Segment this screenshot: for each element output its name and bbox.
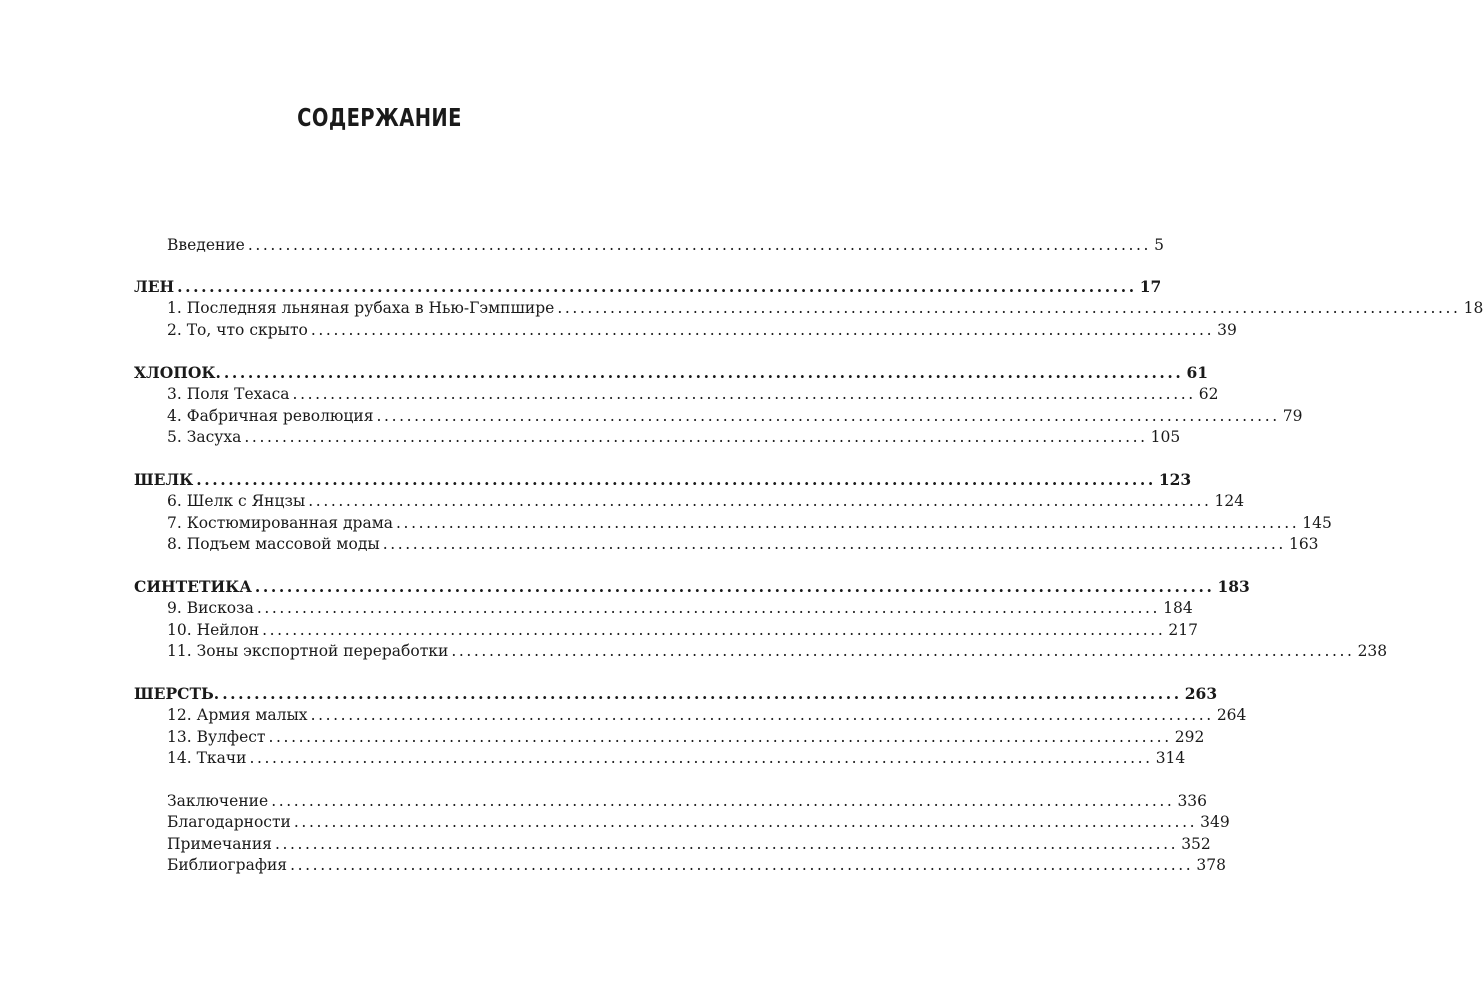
toc-entry-label: СИНТЕТИКА — [134, 577, 252, 596]
toc-entry-label: 8. Подъем массовой моды — [167, 534, 380, 553]
toc-page-number: 314 — [1155, 748, 1186, 767]
toc-entry-label: 2. То, что скрыто — [167, 320, 308, 339]
toc-page-number: 238 — [1357, 641, 1388, 660]
toc-page-number: 79 — [1282, 406, 1303, 425]
toc-entry — [167, 533, 1319, 555]
toc-part-entry — [134, 683, 1218, 705]
toc-entry — [167, 405, 1303, 427]
toc-page-number: 349 — [1200, 813, 1230, 832]
toc-dot-leader: ........................................................................................................................ — [256, 599, 1161, 618]
toc-entry-label: Примечания — [167, 834, 272, 853]
toc-page-number: 217 — [1168, 620, 1198, 639]
toc-dot-leader: ........................................................................................................................ — [292, 385, 1196, 404]
toc-entry-label: 4. Фабричная революция — [167, 406, 374, 425]
toc-dot-leader: ........................................................................................................................ — [262, 620, 1166, 639]
toc-entry — [167, 747, 1186, 769]
toc-dot-leader: ........................................................................................................................ — [382, 534, 1286, 553]
toc-entry — [167, 726, 1205, 748]
toc-dot-leader: ........................................................................................................................ — [376, 406, 1280, 425]
toc-dot-leader: ........................................................................................................................ — [310, 320, 1215, 339]
toc-page-number: 264 — [1216, 706, 1247, 725]
toc-page-number: 163 — [1288, 534, 1319, 553]
toc-entry — [167, 790, 1208, 812]
toc-entry-label: 3. Поля Техаса — [167, 385, 290, 404]
toc-entry — [167, 319, 1237, 341]
toc-dot-leader: ........................................................................................................................ — [310, 706, 1214, 725]
toc-entry-label: Благодарности — [167, 813, 291, 832]
toc-entry-label: 13. Вулфест — [167, 727, 266, 746]
toc-entry — [167, 297, 1483, 319]
toc-part-entry — [134, 469, 1192, 491]
toc-entry — [167, 426, 1181, 448]
toc-dot-leader: ........................................................................................................................ — [249, 748, 1153, 767]
page-title: СОДЕРЖАНИЕ — [297, 103, 462, 132]
toc-page-number: 145 — [1302, 513, 1332, 532]
toc-entry — [167, 490, 1245, 512]
toc-entry-label: ХЛОПОК. — [134, 363, 221, 382]
toc-entry-label: 12. Армия малых — [167, 706, 308, 725]
toc-entry-label: Библиография — [167, 855, 288, 874]
toc-entry — [167, 640, 1388, 662]
toc-page-number: 17 — [1139, 277, 1162, 296]
toc-entry-label: Заключение — [167, 792, 269, 810]
toc-page-number: 263 — [1184, 684, 1218, 703]
toc-dot-leader: ........................................................................................................................ — [254, 577, 1215, 596]
toc-part-entry — [134, 276, 1162, 298]
toc-page-number: 61 — [1186, 363, 1209, 382]
toc-entry — [167, 512, 1332, 534]
toc-page-number: 292 — [1174, 727, 1205, 746]
toc-entry — [167, 854, 1226, 876]
toc-dot-leader: ........................................................................................................................ — [222, 684, 1182, 703]
toc-part-entry — [134, 362, 1209, 384]
toc-entry — [167, 234, 1164, 256]
toc-entry-label: 1. Последняя льняная рубаха в Нью-Гэмпшире — [167, 299, 555, 318]
toc-page-number: 183 — [1217, 577, 1250, 596]
toc-dot-leader: ........................................................................................................................ — [268, 727, 1172, 746]
toc-entry — [167, 597, 1193, 619]
toc-entry-label: 6. Шелк с Янцзы — [167, 492, 306, 511]
toc-entry-label: 5. Засуха — [167, 427, 242, 446]
toc-entry — [167, 619, 1198, 641]
toc-dot-leader: ........................................................................................................................ — [244, 427, 1148, 446]
toc-dot-leader: ........................................................................................................................ — [290, 855, 1194, 874]
toc-page-number: 336 — [1177, 792, 1208, 810]
toc-dot-leader: ........................................................................................................................ — [177, 277, 1137, 296]
toc-dot-leader: ........................................................................................................................ — [396, 513, 1300, 532]
toc-entry-label: ЛЕН — [134, 277, 175, 296]
toc-page-number: 378 — [1196, 855, 1226, 874]
toc-page-number: 39 — [1217, 320, 1237, 339]
toc-dot-leader: ........................................................................................................................ — [274, 834, 1179, 853]
toc-dot-leader: ........................................................................................................................ — [557, 299, 1461, 318]
toc-entry-label: ШЕРСТЬ. — [134, 684, 220, 703]
toc-page-number: 62 — [1198, 385, 1219, 404]
toc-page-number: 5 — [1154, 236, 1164, 254]
toc-part-entry — [134, 576, 1250, 598]
toc-dot-leader: ........................................................................................................................ — [196, 470, 1156, 489]
toc-page-number: 123 — [1158, 470, 1192, 489]
toc-page-number: 184 — [1163, 599, 1193, 618]
toc-dot-leader: ........................................................................................................................ — [271, 792, 1175, 810]
toc-entry — [167, 811, 1230, 833]
toc-entry-label: ШЕЛК — [134, 470, 194, 489]
toc-entry-label: Введение — [167, 236, 245, 254]
toc-entry-label: 7. Костюмированная драма — [167, 513, 394, 532]
toc-entry-label: 10. Нейлон — [167, 620, 260, 639]
toc-page-number: 124 — [1214, 492, 1245, 511]
toc-page-number: 18 — [1463, 299, 1483, 318]
toc-dot-leader: ........................................................................................................................ — [293, 813, 1198, 832]
toc-entry — [167, 833, 1211, 855]
toc-entry — [167, 704, 1247, 726]
toc-entry-label: 11. Зоны экспортной переработки — [167, 641, 449, 660]
toc-dot-leader: ........................................................................................................................ — [247, 236, 1152, 254]
toc-entry — [167, 383, 1219, 405]
toc-dot-leader: ........................................................................................................................ — [308, 492, 1212, 511]
toc-dot-leader: ........................................................................................................................ — [451, 641, 1355, 660]
toc-page-number: 352 — [1181, 834, 1211, 853]
toc-entry-label: 9. Вискоза — [167, 599, 254, 618]
toc-entry-label: 14. Ткачи — [167, 748, 247, 767]
toc-page-number: 105 — [1150, 427, 1181, 446]
toc-dot-leader: ........................................................................................................................ — [223, 363, 1184, 382]
